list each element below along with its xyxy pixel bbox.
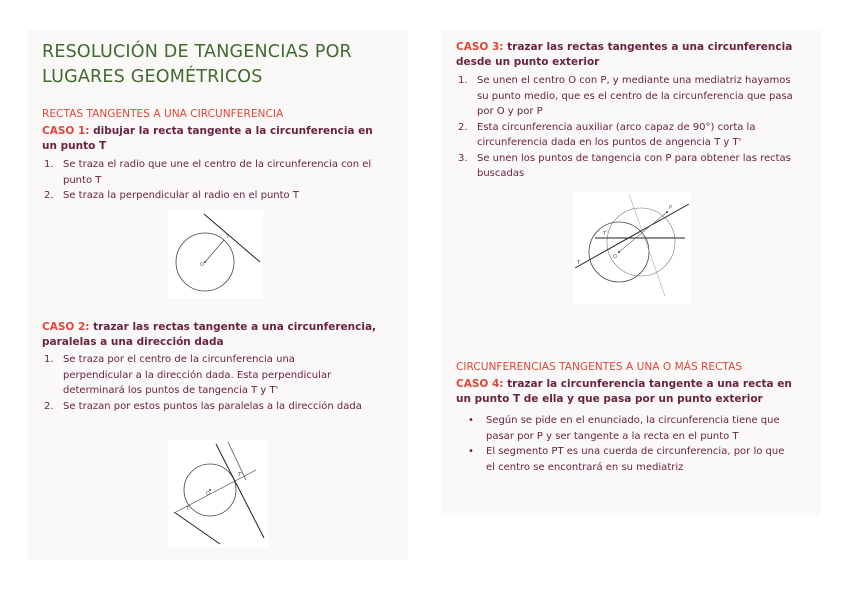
case-2-title: trazar las rectas tangente a una circunferencia, paralelas a una dirección dada xyxy=(42,321,377,348)
case-3-label: CASO 3: xyxy=(456,41,504,53)
section-heading-tangent-circles: CIRCUNFERENCIAS TANGENTES A UNA O MÁS RECTAS xyxy=(456,361,743,373)
list-item: • El segmento PT es una cuerda de circunferencia, por lo que el centro se encontrará en su mediatriz xyxy=(456,444,791,475)
step-number: 1. xyxy=(44,354,54,365)
step-text: Esta circunferencia auxiliar (arco capaz de 90°) corta la circunferencia dada en los puntos de angencia T y T' xyxy=(477,121,756,148)
tangent-line xyxy=(204,214,260,262)
step-text: Se unen los puntos de tangencia con P para obtener las rectas buscadas xyxy=(477,152,791,179)
label-t: T xyxy=(186,506,190,512)
step-text: Se traza por el centro de la circunferencia una perpendicular a la dirección dada. Esta perpendicular determinará los puntos de tangencia T y T' xyxy=(63,354,332,396)
case-4-title: trazar la circunferencia tangente a una recta en un punto T de ella y que pasa por un punto exterior xyxy=(456,378,792,405)
section-heading-tangent-lines: RECTAS TANGENTES A UNA CIRCUNFERENCIA xyxy=(42,108,284,120)
segment-op xyxy=(619,212,667,252)
left-page xyxy=(28,30,408,560)
label-t: T xyxy=(226,234,230,240)
tangent-line-1 xyxy=(575,204,689,268)
radius-line xyxy=(205,240,224,262)
step-number: 2. xyxy=(458,121,468,133)
step-number: 2. xyxy=(44,190,54,201)
case-1-title: dibujar la recta tangente a la circunferencia en un punto T xyxy=(42,125,373,152)
case-3-title: trazar las rectas tangentes a una circunferencia desde un punto exterior xyxy=(456,41,793,68)
list-item xyxy=(42,188,387,204)
label-t-prime: T' xyxy=(603,231,608,237)
label-o: O xyxy=(200,262,204,268)
label-o: O xyxy=(613,254,617,260)
right-page xyxy=(441,30,821,515)
step-number: 1. xyxy=(458,75,468,86)
list-item xyxy=(456,151,801,182)
step-number: 3. xyxy=(458,152,468,164)
step-text: Se traza la perpendicular al radio en el punto T xyxy=(63,190,299,201)
case-3-steps xyxy=(456,73,801,182)
label-t-prime: T' xyxy=(238,472,243,478)
center-point xyxy=(618,251,620,253)
page-title: RESOLUCIÓN DE TANGENCIAS POR LUGARES GEOMÉTRICOS xyxy=(42,42,352,87)
step-number: 1. xyxy=(44,159,54,170)
list-item xyxy=(42,157,387,188)
step-number: 2. xyxy=(44,400,54,412)
case-4-bullets xyxy=(456,413,791,475)
label-t: T xyxy=(577,260,581,266)
step-text: Se unen el centro O con P, y mediante una mediatriz hayamos su punto medio, que es el centro de la circunferencia que pasa por O y por P xyxy=(477,75,793,117)
label-p: P xyxy=(669,205,673,211)
case-4-label: CASO 4: xyxy=(456,378,504,390)
figure-case-1 xyxy=(168,210,263,298)
bisector-line xyxy=(629,194,665,296)
tangent-line-2 xyxy=(216,444,264,538)
figure-case-3 xyxy=(573,192,691,304)
list-item xyxy=(42,399,367,415)
case-3-heading xyxy=(456,40,801,70)
figure-case-2 xyxy=(168,440,268,548)
case-1-label: CASO 1: xyxy=(42,125,90,137)
center-point xyxy=(204,261,206,263)
case-2-steps xyxy=(42,352,367,414)
case-2-label: CASO 2: xyxy=(42,321,90,333)
list-item xyxy=(42,352,367,399)
tangent-line-1 xyxy=(174,512,220,544)
case-1-steps xyxy=(42,157,387,204)
label-o: O xyxy=(206,491,210,497)
list-item xyxy=(456,120,801,151)
step-text: Se trazan por estos puntos las paralelas a la dirección dada xyxy=(63,400,362,412)
case-4-heading xyxy=(456,377,801,407)
case-2-heading xyxy=(42,320,387,350)
list-item: • Según se pide en el enunciado, la circunferencia tiene que pasar por P y ser tangente a la recta en el punto T xyxy=(456,413,791,444)
list-item xyxy=(456,73,801,120)
exterior-point xyxy=(666,211,668,213)
case-1-heading xyxy=(42,124,387,154)
auxiliary-circle xyxy=(607,208,675,276)
step-text: Se traza el radio que une el centro de la circunferencia con el punto T xyxy=(63,159,372,186)
